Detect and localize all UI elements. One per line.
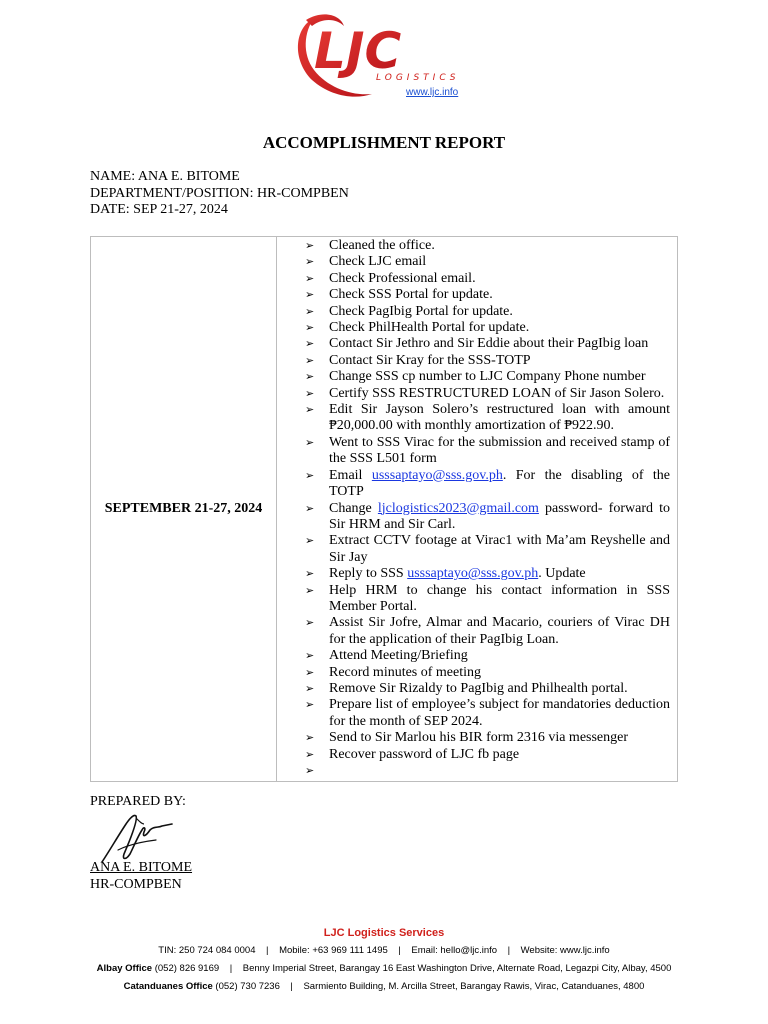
arrow-bullet-icon: ➢ — [305, 288, 315, 302]
task-item — [305, 501, 670, 534]
task-text: Check Professional email. — [329, 270, 476, 286]
signer-position: HR-COMPBEN — [90, 876, 182, 892]
task-text: Help HRM to change his contact information in SSS Member Portal. — [329, 582, 670, 614]
arrow-bullet-icon: ➢ — [305, 731, 315, 745]
arrow-bullet-icon: ➢ — [305, 255, 315, 269]
task-item — [305, 402, 670, 435]
task-text: Contact Sir Jethro and Sir Eddie about their PagIbig loan — [329, 336, 649, 352]
task-item — [305, 320, 670, 336]
task-text: Check PagIbig Portal for update. — [329, 303, 513, 319]
arrow-bullet-icon: ➢ — [305, 370, 315, 384]
task-item — [305, 238, 670, 254]
task-item — [305, 681, 670, 697]
arrow-bullet-icon: ➢ — [305, 435, 315, 449]
task-item — [305, 287, 670, 303]
task-item — [305, 435, 670, 468]
arrow-bullet-icon: ➢ — [305, 616, 315, 630]
task-item — [305, 648, 670, 664]
arrow-bullet-icon: ➢ — [305, 403, 315, 417]
signer-block — [90, 860, 192, 893]
email-link[interactable]: usssaptayo@sss.gov.ph — [407, 566, 539, 582]
task-item — [305, 665, 670, 681]
arrow-bullet-icon: ➢ — [305, 353, 315, 367]
task-item — [305, 763, 670, 779]
arrow-bullet-icon: ➢ — [305, 747, 315, 761]
task-item — [305, 386, 670, 402]
task-text — [329, 763, 333, 778]
task-text: Change SSS cp number to LJC Company Phone number — [329, 369, 646, 385]
website-link[interactable]: www.ljc.info — [406, 87, 459, 98]
task-item — [305, 271, 670, 287]
task-text: Email — [329, 467, 372, 483]
logo-wordmark: LJC — [314, 22, 402, 80]
task-item — [305, 304, 670, 320]
task-text: Check SSS Portal for update. — [329, 287, 493, 303]
footer-albay — [0, 960, 768, 978]
footer-contact: TIN: 250 724 084 0004 | Mobile: +63 969 111 1495 | Email: hello@ljc.info | Website: www.ljc.info — [158, 945, 610, 956]
task-text: Assist Sir Jofre, Almar and Macario, couriers of Virac DH for the application of their PagIbig Loan. — [329, 615, 670, 647]
email-link[interactable]: usssaptayo@sss.gov.ph — [371, 467, 503, 483]
catanduanes-office-details: (052) 730 7236 | Sarmiento Building, M. Arcilla Street, Barangay Rawis, Virac, Catanduanes, 4800 — [212, 981, 645, 992]
task-item — [305, 583, 670, 616]
arrow-bullet-icon: ➢ — [305, 271, 315, 285]
task-text: Went to SSS Virac for the submission and received stamp of the SSS L501 form — [329, 434, 670, 467]
task-item — [305, 369, 670, 385]
task-text: Change — [329, 500, 378, 516]
task-text: . For the disabling of the TOTP — [329, 467, 670, 500]
albay-office-details: (052) 826 9169 | Benny Imperial Street, Barangay 16 East Washington Drive, Alternate Road, Legazpi City, Albay, 4500 — [152, 963, 672, 974]
signer-name: ANA E. BITOME — [90, 860, 193, 875]
department-position: DEPARTMENT/POSITION: HR-COMPBEN — [90, 185, 349, 201]
report-meta — [90, 169, 349, 219]
task-text: Extract CCTV footage at Virac1 with Ma’am Reyshelle and Sir Jay — [329, 533, 670, 565]
company-logo — [292, 10, 482, 102]
arrow-bullet-icon: ➢ — [305, 534, 315, 548]
task-text: Reply to SSS — [329, 566, 408, 582]
task-text: Attend Meeting/Briefing — [329, 648, 468, 664]
tasks-cell — [277, 237, 678, 782]
task-text: Cleaned the office. — [329, 238, 435, 253]
date-range-label: SEPTEMBER 21-27, 2024 — [104, 501, 263, 517]
arrow-bullet-icon: ➢ — [305, 665, 315, 679]
task-item — [305, 747, 670, 763]
task-item — [305, 353, 670, 369]
arrow-bullet-icon: ➢ — [305, 649, 315, 663]
arrow-bullet-icon: ➢ — [305, 304, 315, 318]
footer — [0, 924, 768, 996]
task-text: Send to Sir Marlou his BIR form 2316 via messenger — [329, 730, 629, 746]
task-text: Check PhilHealth Portal for update. — [329, 320, 530, 336]
arrow-bullet-icon: ➢ — [305, 501, 315, 515]
task-text: Edit Sir Jayson Solero’s restructured loan with amount ₱20,000.00 with monthly amortization of ₱922.90. — [329, 402, 670, 434]
task-item — [305, 254, 670, 270]
task-item — [305, 468, 670, 501]
page-title: ACCOMPLISHMENT REPORT — [262, 133, 506, 152]
arrow-bullet-icon: ➢ — [305, 239, 315, 252]
task-item — [305, 697, 670, 730]
arrow-bullet-icon: ➢ — [305, 321, 315, 335]
arrow-bullet-icon: ➢ — [305, 583, 315, 597]
arrow-bullet-icon: ➢ — [305, 468, 315, 482]
report-date: DATE: SEP 21-27, 2024 — [90, 202, 228, 217]
task-text: Certify SSS RESTRUCTURED LOAN of Sir Jason Solero. — [329, 385, 665, 401]
table-row — [91, 237, 678, 782]
task-text: Record minutes of meeting — [329, 664, 482, 680]
task-list — [277, 237, 677, 781]
task-text: password- forward to Sir HRM and Sir Carl. — [329, 500, 670, 532]
task-item — [305, 730, 670, 746]
arrow-bullet-icon: ➢ — [305, 698, 315, 712]
task-item — [305, 615, 670, 648]
accomplishment-table — [90, 236, 678, 782]
task-text: Check LJC email — [329, 254, 427, 270]
arrow-bullet-icon: ➢ — [305, 337, 315, 351]
catanduanes-office-label: Catanduanes Office — [123, 981, 213, 992]
albay-office-label: Albay Office — [96, 963, 153, 974]
arrow-bullet-icon: ➢ — [305, 386, 315, 400]
employee-name: NAME: ANA E. BITOME — [90, 169, 240, 184]
arrow-bullet-icon: ➢ — [305, 764, 315, 777]
task-text: Remove Sir Rizaldy to PagIbig and Philhealth portal. — [329, 680, 628, 696]
date-cell — [91, 237, 277, 782]
task-item — [305, 336, 670, 352]
task-text: Prepare list of employee’s subject for mandatories deduction for the month of SEP 2024. — [329, 697, 670, 729]
arrow-bullet-icon: ➢ — [305, 567, 315, 581]
footer-company: LJC Logistics Services — [323, 927, 445, 939]
email-link[interactable]: ljclogistics2023@gmail.com — [377, 500, 539, 516]
footer-catanduanes — [0, 978, 768, 996]
task-item — [305, 566, 670, 582]
task-item — [305, 533, 670, 566]
arrow-bullet-icon: ➢ — [305, 681, 315, 695]
prepared-by-label: PREPARED BY: — [90, 794, 186, 809]
task-text: Recover password of LJC fb page — [329, 746, 520, 762]
task-text: Contact Sir Kray for the SSS-TOTP — [329, 352, 531, 368]
logo-subtitle: LOGISTICS — [376, 73, 460, 83]
task-text: . Update — [538, 566, 586, 582]
